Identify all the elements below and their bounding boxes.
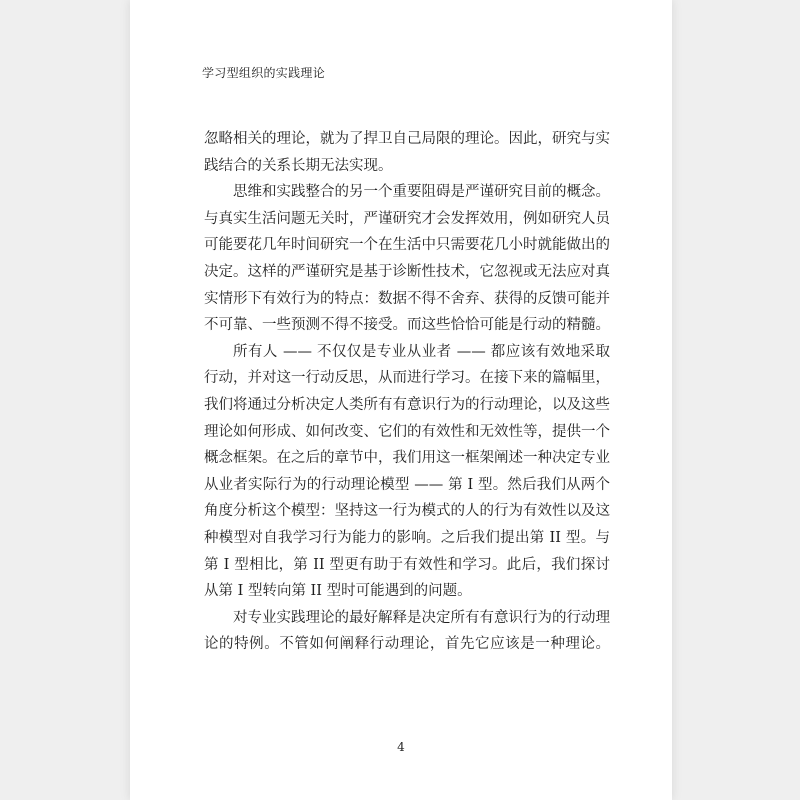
running-header: 学习型组织的实践理论 (202, 66, 326, 80)
body-text (204, 126, 610, 658)
book-page (130, 0, 672, 800)
paragraph-continued: 忽略相关的理论，就为了捍卫自己局限的理论。因此，研究与实践结合的关系长期无法实现。 (204, 131, 610, 174)
paragraph: 对专业实践理论的最好解释是决定所有有意识行为的行动理论的特例。不管如何阐释行动理论，首先它应该是一种理论。 (204, 609, 610, 653)
paragraph: 所有人 —— 不仅仅是专业从业者 —— 都应该有效地采取行动，并对这一行动反思，从而进行学习。在接下来的篇幅里，我们将通过分析决定人类所有有意识行为的行动理论，以及这些理论如何形成、如何改变、它们的有效性和无效性等，提供一个概念框架。在之后的章节中，我们用这一框架阐述一种决定专业从业者实际行为的行动理论模型 —— 第 I 型。然后我们从两个角度分析这个模型：坚持这一行为模式的人的行为有效性以及这种模型对自我学习行为能力的影响。之后我们提出第 II 型。与第 I 型相比，第 II 型更有助于有效性和学习。此后，我们探讨从第 I 型转向第 II 型时可能遇到的问题。 (204, 343, 610, 600)
paragraph: 思维和实践整合的另一个重要阻碍是严谨研究目前的概念。与真实生活问题无关时，严谨研究才会发挥效用，例如研究人员可能要花几年时间研究一个在生活中只需要花几小时就能做出的决定。这样的严谨研究是基于诊断性技术，它忽视或无法应对真实情形下有效行为的特点：数据不得不舍弃、获得的反馈可能并不可靠、一些预测不得不接受。而这些恰恰可能是行动的精髓。 (204, 184, 610, 334)
page-number: 4 (397, 740, 405, 754)
